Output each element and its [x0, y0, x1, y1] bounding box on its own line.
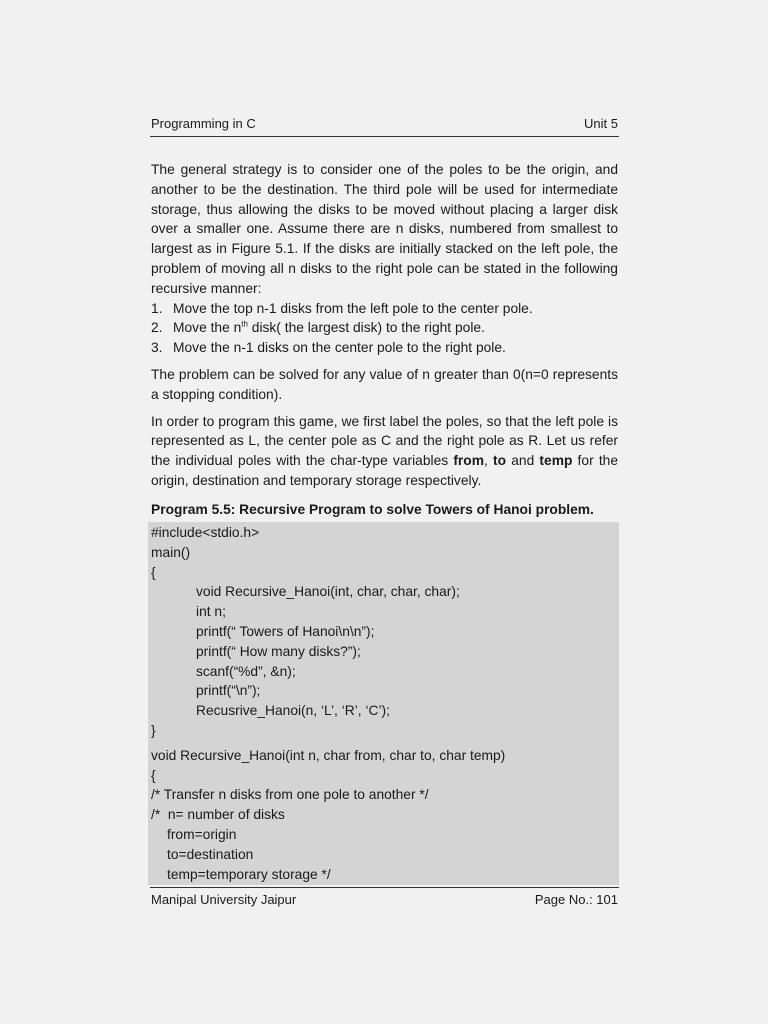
code-line: /* n= number of disks — [151, 807, 285, 823]
code-line: from=origin — [167, 826, 237, 842]
bold-from: from — [453, 453, 484, 469]
list-item — [151, 318, 618, 338]
step-text: Move the top n-1 disks from the left pole to the center pole. — [173, 300, 533, 316]
step-text: Move the n-1 disks on the center pole to the right pole. — [173, 340, 506, 356]
list-item — [151, 338, 618, 358]
paragraph-strategy: The general strategy is to consider one of the poles to be the origin, and another to be the destination. The third pole will be used for intermediate storage, thus allowing the disks to be moved without placing a larger disk over a smaller one. Assume there are n disks, numbered from smallest to largest as in Figure 5.1. If the disks are initially stacked on the left pole, the problem of moving all n disks to the right pole can be stated in the following recursive manner: — [151, 162, 618, 296]
step-number: 2. — [151, 320, 163, 336]
code-line: void Recursive_Hanoi(int n, char from, char to, char temp) — [151, 747, 506, 763]
para3-sep1: , — [484, 453, 494, 469]
footer-institution: Manipal University Jaipur — [151, 892, 297, 907]
code-line: main() — [151, 544, 191, 560]
step-text-pre: Move the n — [173, 320, 242, 336]
para3-after: for the origin, destination and temporary storage respectively. — [151, 453, 619, 488]
page-footer — [151, 891, 618, 909]
footer-divider — [150, 887, 619, 888]
code-line: /* Transfer n disks from one pole to another */ — [151, 787, 429, 803]
superscript: th — [241, 319, 248, 329]
page-header — [151, 115, 618, 133]
code-line: printf(“ Towers of Hanoi\n\n”); — [196, 623, 375, 639]
bold-to: to — [493, 453, 507, 469]
bold-temp: temp — [539, 453, 573, 469]
footer-page-number: Page No.: 101 — [534, 892, 618, 907]
code-line: } — [151, 722, 156, 738]
code-line: void Recursive_Hanoi(int, char, char, char); — [196, 584, 460, 600]
step-text-post: disk( the largest disk) to the right pole. — [247, 320, 485, 336]
code-line: printf(“\n”); — [196, 683, 261, 699]
steps-list — [151, 299, 618, 358]
program-title: Program 5.5: Recursive Program to solve Towers of Hanoi problem. — [151, 501, 594, 517]
para3-before: In order to program this game, we first label the poles, so that the left pole is represented as L, the center pole as C and the right pole as R. Let us refer the individual poles with the char-type variables — [151, 413, 618, 469]
code-block — [151, 523, 616, 884]
code-line: printf(“ How many disks?”); — [196, 643, 361, 659]
list-item — [151, 299, 618, 319]
code-line: to=destination — [167, 846, 254, 862]
paragraph-labels — [151, 412, 618, 491]
code-line: #include<stdio.h> — [151, 525, 260, 540]
code-line: Recusrive_Hanoi(n, ‘L’, ‘R’, ‘C’); — [196, 703, 390, 719]
header-title: Programming in C — [151, 116, 256, 131]
paragraph-solvable: The problem can be solved for any value of n greater than 0(n=0 represents a stopping condition). — [151, 366, 618, 402]
header-divider — [150, 136, 619, 137]
code-line: { — [151, 564, 156, 580]
step-text — [173, 318, 485, 338]
para3-sep2: and — [506, 453, 540, 469]
body-text — [151, 160, 618, 520]
code-line: { — [151, 767, 156, 783]
header-unit: Unit 5 — [584, 116, 618, 131]
code-line: temp=temporary storage */ — [167, 866, 331, 882]
code-line: int n; — [196, 604, 226, 620]
code-line: scanf(“%d”, &n); — [196, 663, 296, 679]
step-number: 1. — [151, 300, 163, 316]
step-number: 3. — [151, 340, 163, 356]
